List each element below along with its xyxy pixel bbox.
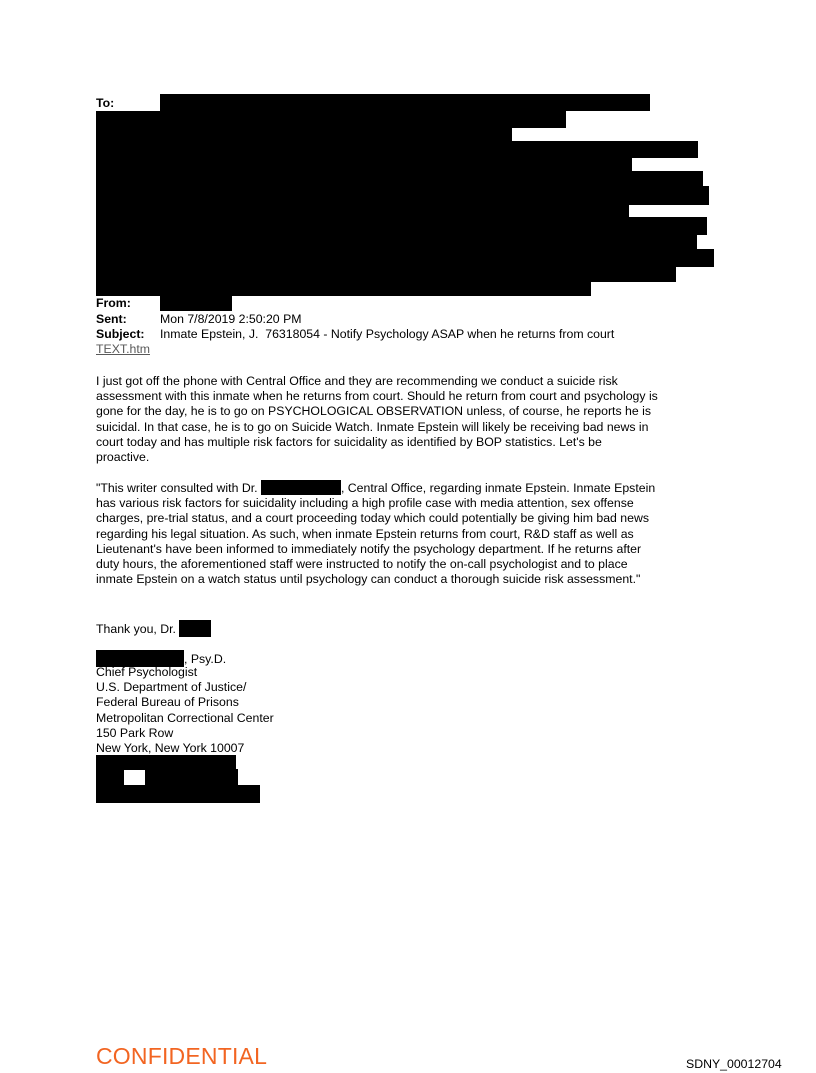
- paragraph-line: assessment with this inmate when he returns from court. Should he return from court and psychology is: [96, 389, 658, 404]
- signature-line: U.S. Department of Justice/: [96, 680, 247, 695]
- quote-start-text: "This writer consulted with Dr.: [96, 481, 258, 495]
- subject-value: Inmate Epstein, J. 76318054 - Notify Psychology ASAP when he returns from court: [160, 327, 615, 341]
- signature-line: New York, New York 10007: [96, 741, 245, 756]
- paragraph-line: I just got off the phone with Central Office and they are recommending we conduct a suicide risk: [96, 374, 618, 388]
- paragraph-line: duty hours, the aforementioned staff were instructed to notify the on-call psychologist and to place: [96, 557, 628, 572]
- paragraph-line: has various risk factors for suicidality including a high profile case with media attention, sex offense: [96, 496, 634, 511]
- paragraph-line: charges, pre-trial status, and a court proceeding today which could potentially be giving him bad news: [96, 511, 649, 526]
- paragraph-line: gone for the day, he is to go on PSYCHOLOGICAL OBSERVATION unless, of course, he reports he is: [96, 404, 651, 419]
- paragraph-1: [96, 374, 716, 465]
- doctor-name-redaction: [261, 480, 341, 495]
- thanks-text: Thank you, Dr.: [96, 622, 176, 636]
- quote-continuation-text: , Central Office, regarding inmate Epstein. Inmate Epstein: [340, 481, 656, 495]
- to-label: To:: [96, 96, 115, 110]
- signature-line: Metropolitan Correctional Center: [96, 710, 274, 725]
- paragraph-line: [96, 480, 716, 496]
- signature-line: Chief Psychologist: [96, 665, 198, 679]
- paragraph-line: inmate Epstein on a watch status until psychology can conduct a thorough suicide risk assessment.": [96, 572, 641, 587]
- sent-value: Mon 7/8/2019 2:50:20 PM: [160, 312, 302, 326]
- signature-line: Federal Bureau of Prisons: [96, 695, 239, 710]
- paragraph-2: [96, 480, 716, 587]
- attachment-link[interactable]: TEXT.htm: [96, 342, 150, 356]
- paragraph-line: regarding his legal situation. As such, when inmate Epstein returns from court, R&D staff as well as: [96, 526, 634, 541]
- sent-label: Sent:: [96, 312, 127, 326]
- paragraph-line: proactive.: [96, 450, 150, 465]
- signature-line: 150 Park Row: [96, 725, 174, 740]
- thanks-name-redaction: [179, 620, 211, 637]
- bates-number: SDNY_00012704: [686, 1057, 782, 1071]
- paragraph-line: Lieutenant's have been informed to immediately notify the psychology department. If he returns after: [96, 541, 642, 556]
- paragraph-line: suicidal. In that case, he is to go on Suicide Watch. Inmate Epstein will likely be receiving bad news in: [96, 419, 649, 434]
- paragraph-line: court today and has multiple risk factors for suicidality as identified by BOP statistics. Let's be: [96, 434, 602, 449]
- confidential-stamp: CONFIDENTIAL: [96, 1043, 268, 1069]
- subject-label: Subject:: [96, 327, 145, 341]
- signature-block: [96, 665, 274, 756]
- from-label: From:: [96, 296, 131, 310]
- from-redaction: [160, 296, 232, 311]
- thanks-line: [96, 620, 211, 637]
- signature-credential: , Psy.D.: [184, 652, 227, 666]
